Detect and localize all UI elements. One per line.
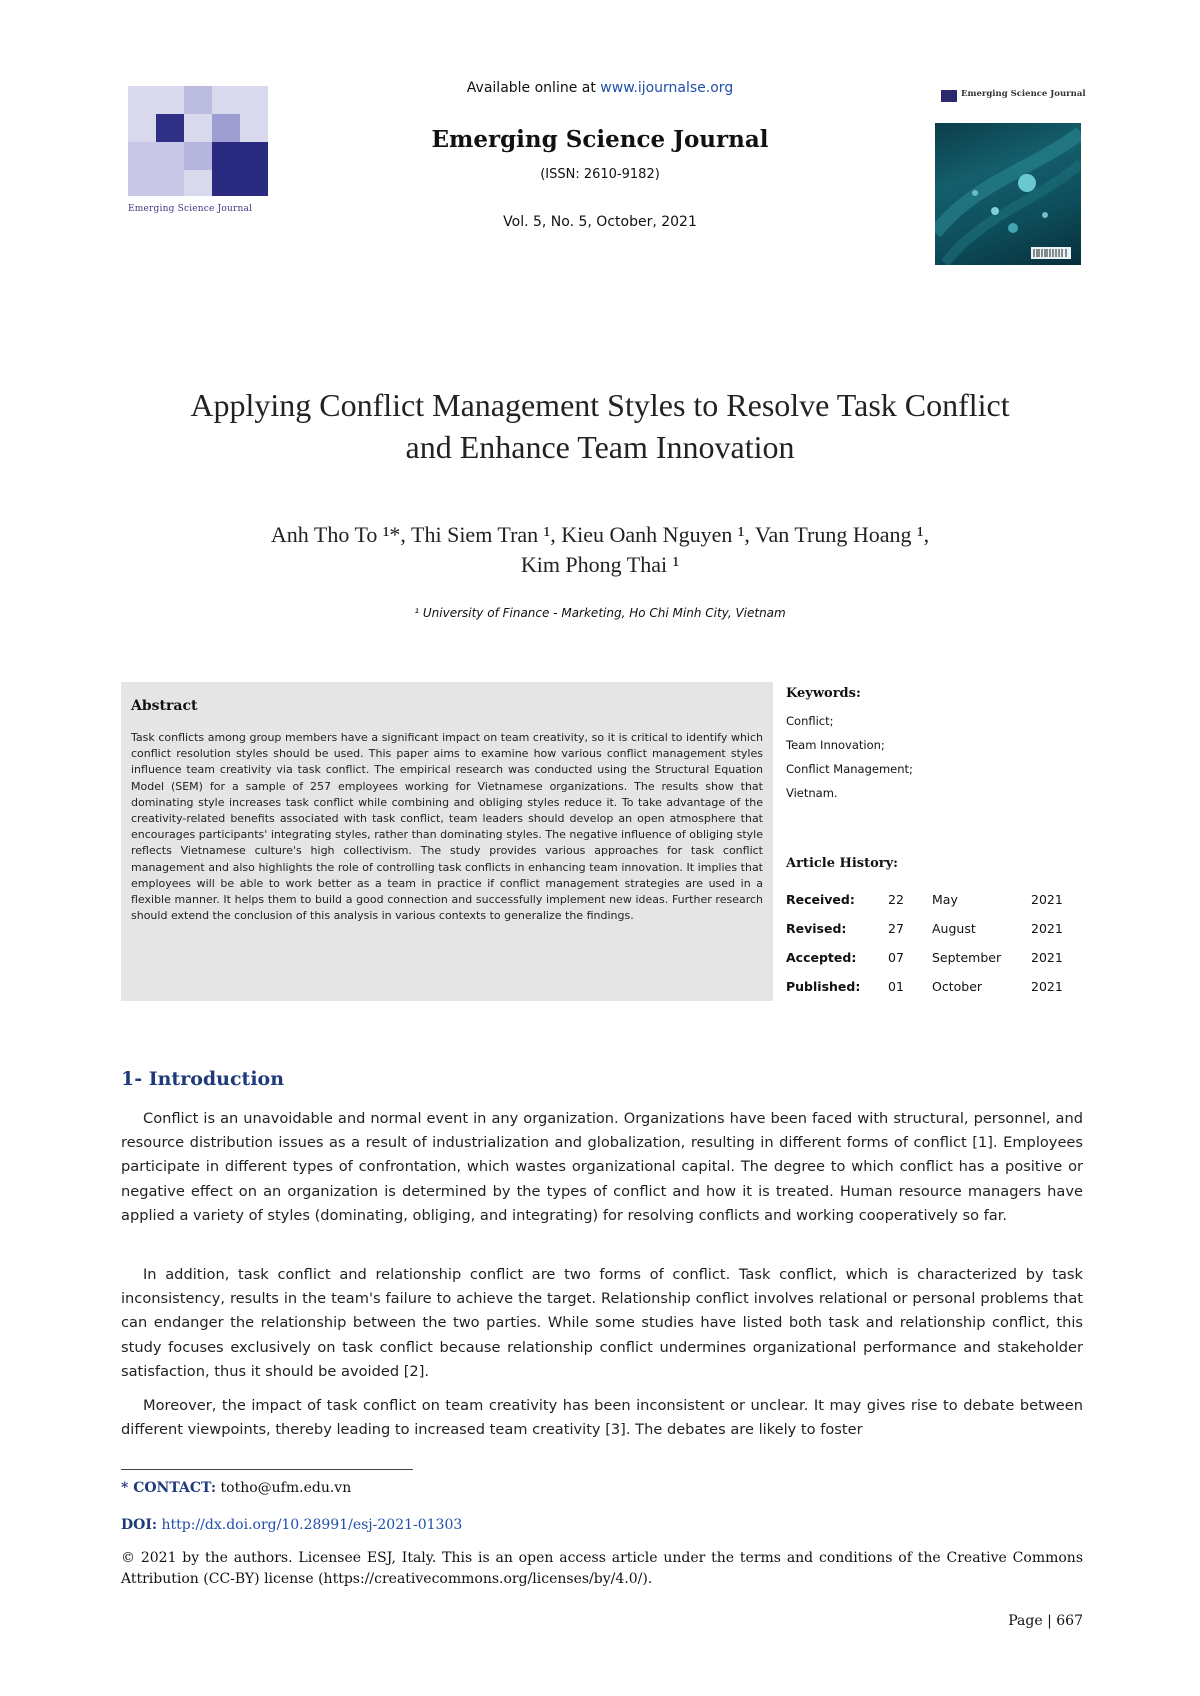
available-prefix: Available online at bbox=[466, 80, 601, 96]
history-label: Accepted: bbox=[786, 950, 857, 965]
issn: (ISSN: 2610-9182) bbox=[540, 167, 660, 182]
authors-line-2: Kim Phong Thai ¹ bbox=[520, 552, 680, 577]
doi-label: DOI: bbox=[121, 1517, 158, 1533]
history-day: 22 bbox=[888, 892, 904, 907]
history-year: 2021 bbox=[1031, 921, 1063, 936]
keyword-item: Conflict; bbox=[786, 714, 834, 728]
title-line-2: and Enhance Team Innovation bbox=[405, 429, 795, 465]
history-row-revised bbox=[786, 921, 1076, 941]
history-label: Received: bbox=[786, 892, 855, 907]
journal-name: Emerging Science Journal bbox=[431, 126, 769, 153]
abstract-text: Task conflicts among group members have a significant impact on team creativity, so it is critical to identify which conflict resolution styles should be used. This paper aims to examine how various conflict management styles influence team creativity via task conflict. The empirical research was conducted using the Structural Equation Model (SEM) for a sample of 257 employees working for Vietnamese organizations. The results show that dominating style increases task conflict while combining and obliging styles reduce it. To take advantage of the creativity-related benefits associated with task conflict, team leaders should develop an open atmosphere that encourages participants' integrating styles, rather than dominating styles. The negative influence of obliging style reflects Vietnamese culture's high collectivism. The study provides various approaches for task conflict management and also highlights the role of controlling task conflicts in enhancing team innovation. It implies that employees will be able to work better as a team in practice if conflict management strategies are used in a flexible manner. It helps them to build a good connection and successfully implement new ideas. Further research should extend the conclusion of this analysis in various contexts to generalize the findings. bbox=[131, 731, 763, 923]
keywords-heading: Keywords: bbox=[786, 686, 861, 701]
history-day: 07 bbox=[888, 950, 904, 965]
keyword-item: Conflict Management; bbox=[786, 762, 913, 776]
journal-logo bbox=[128, 86, 268, 226]
contact-email[interactable]: totho@ufm.edu.vn bbox=[216, 1480, 352, 1496]
cover-logo-mark bbox=[941, 90, 957, 102]
contact-label: * CONTACT: bbox=[121, 1480, 217, 1496]
section-heading-introduction: 1- Introduction bbox=[121, 1068, 285, 1090]
intro-paragraph-3: Moreover, the impact of task conflict on team creativity has been inconsistent or unclear. It may gives rise to debate between different viewpoints, thereby leading to increased team creativity [3]. The debates are likely to foster bbox=[121, 1397, 1083, 1439]
history-month: October bbox=[932, 979, 983, 994]
affiliation: ¹ University of Finance - Marketing, Ho Chi Minh City, Vietnam bbox=[414, 606, 786, 620]
history-month: May bbox=[932, 892, 958, 907]
history-row-received bbox=[786, 892, 1076, 912]
history-label: Revised: bbox=[786, 921, 847, 936]
history-day: 01 bbox=[888, 979, 904, 994]
available-online bbox=[300, 80, 900, 96]
intro-paragraph-1: Conflict is an unavoidable and normal event in any organization. Organizations have been faced with structural, personnel, and resource distribution issues as a result of industrialization and globalization, resulting in different forms of conflict [1]. Employees participate in different types of confrontation, which wastes organizational capital. The degree to which conflict has a positive or negative effect on an organization is determined by the types of conflict and how it is treated. Human resource managers have applied a variety of styles (dominating, obliging, and integrating) for resolving conflicts and working cooperatively so far. bbox=[121, 1110, 1083, 1224]
history-month: September bbox=[932, 950, 1002, 965]
footnote-divider bbox=[121, 1469, 413, 1470]
journal-url-link[interactable]: www.ijournalse.org bbox=[600, 80, 734, 96]
journal-cover bbox=[933, 55, 1086, 265]
cover-brand-text: Emerging Science Journal bbox=[961, 89, 1086, 99]
intro-paragraph-2: In addition, task conflict and relationship conflict are two forms of conflict. Task conflict, which is characterized by task inconsistency, results in the team's failure to achieve the target. Relationship conflict involves relational or personal problems that can endanger the relationship between the two parties. While some studies have listed both task and relationship conflict, this study focuses exclusively on task conflict because relationship conflict undermines organizational performance and stakeholder satisfaction, thus it should be avoided [2]. bbox=[121, 1266, 1083, 1380]
abstract-box bbox=[121, 682, 773, 1001]
authors bbox=[130, 520, 1070, 580]
doi-line bbox=[121, 1517, 462, 1533]
history-row-published bbox=[786, 979, 1076, 999]
cover-small-print bbox=[943, 59, 1073, 63]
history-month: August bbox=[932, 921, 976, 936]
volume-info: Vol. 5, No. 5, October, 2021 bbox=[503, 214, 697, 230]
history-year: 2021 bbox=[1031, 892, 1063, 907]
title-line-1: Applying Conflict Management Styles to Resolve Task Conflict bbox=[190, 387, 1010, 423]
license-notice: © 2021 by the authors. Licensee ESJ, Italy. This is an open access article under the terms and conditions of the Creative Commons Attribution (CC-BY) license (https://creativecommons.org/licenses/by/4.0/). bbox=[121, 1550, 1083, 1587]
article-history-heading: Article History: bbox=[786, 856, 898, 871]
contact-footnote bbox=[121, 1480, 351, 1496]
keyword-item: Team Innovation; bbox=[786, 738, 885, 752]
history-row-accepted bbox=[786, 950, 1076, 970]
abstract-heading: Abstract bbox=[131, 698, 198, 714]
cover-image bbox=[935, 123, 1081, 265]
cover-brand bbox=[941, 87, 1086, 105]
article-title bbox=[130, 384, 1070, 468]
history-day: 27 bbox=[888, 921, 904, 936]
doi-link[interactable]: http://dx.doi.org/10.28991/esj-2021-01303 bbox=[157, 1517, 463, 1533]
authors-line-1: Anh Tho To ¹*, Thi Siem Tran ¹, Kieu Oanh Nguyen ¹, Van Trung Hoang ¹, bbox=[270, 522, 930, 547]
history-year: 2021 bbox=[1031, 979, 1063, 994]
logo-text: Emerging Science Journal bbox=[128, 204, 253, 214]
history-year: 2021 bbox=[1031, 950, 1063, 965]
history-label: Published: bbox=[786, 979, 861, 994]
page-number: Page | 667 bbox=[1008, 1613, 1083, 1629]
keyword-item: Vietnam. bbox=[786, 786, 838, 800]
